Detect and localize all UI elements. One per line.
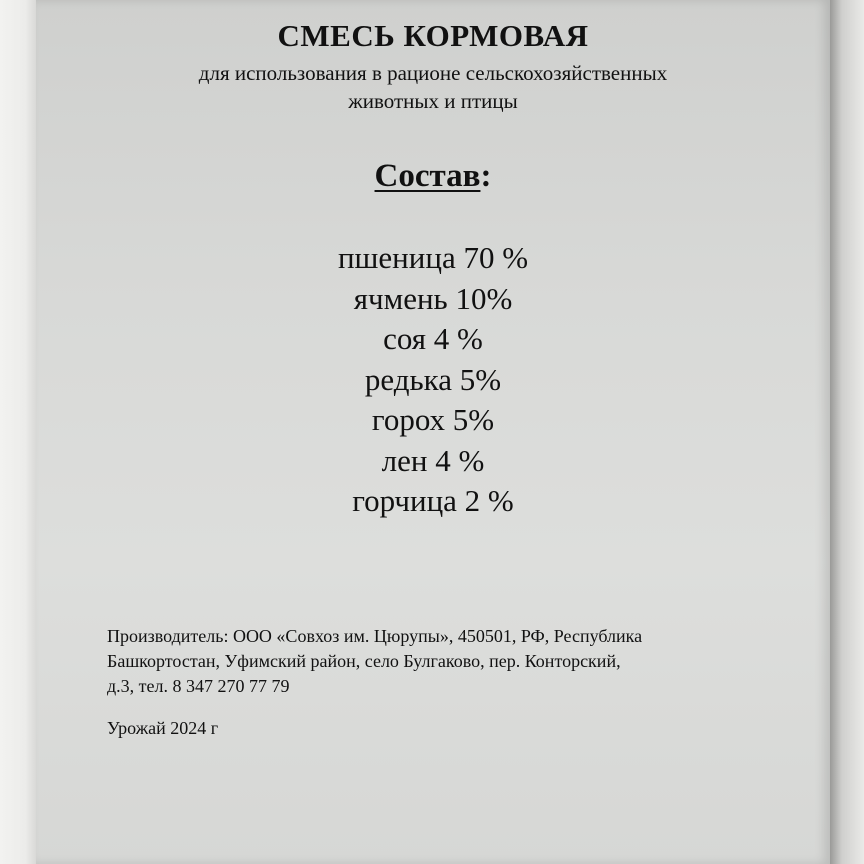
- background-left-edge: [0, 0, 36, 864]
- subtitle-line-2: животных и птицы: [348, 89, 518, 113]
- composition-item: соя 4 %: [383, 321, 483, 356]
- background-right-edge: [830, 0, 864, 864]
- composition-item: лен 4 %: [381, 442, 485, 478]
- manufacturer-line-3: д.3, тел. 8 347 270 77 79: [107, 676, 290, 696]
- manufacturer-info: [107, 624, 767, 699]
- composition-heading-text: Состав: [374, 158, 481, 194]
- composition-heading-colon: :: [480, 158, 492, 194]
- composition-item: ячмень 10%: [353, 280, 513, 316]
- product-title: СМЕСЬ КОРМОВАЯ: [277, 18, 589, 53]
- subtitle-line-1: для использования в рационе сельскохозяйственных: [198, 61, 668, 85]
- composition-item: горох 5%: [371, 402, 495, 437]
- composition-heading: [36, 158, 830, 195]
- composition-item: пшеница 70 %: [337, 240, 529, 275]
- composition-item: горчица 2 %: [352, 483, 514, 518]
- composition-item: редька 5%: [364, 361, 502, 397]
- label-sheet: [36, 0, 830, 864]
- composition-list: [36, 238, 830, 522]
- manufacturer-line-2: Башкортостан, Уфимский район, село Булгаково, пер. Конторский,: [107, 651, 621, 671]
- harvest-year: Урожай 2024 г: [107, 718, 219, 738]
- manufacturer-line-1: Производитель: ООО «Совхоз им. Цюрупы», 450501, РФ, Республика: [107, 626, 643, 646]
